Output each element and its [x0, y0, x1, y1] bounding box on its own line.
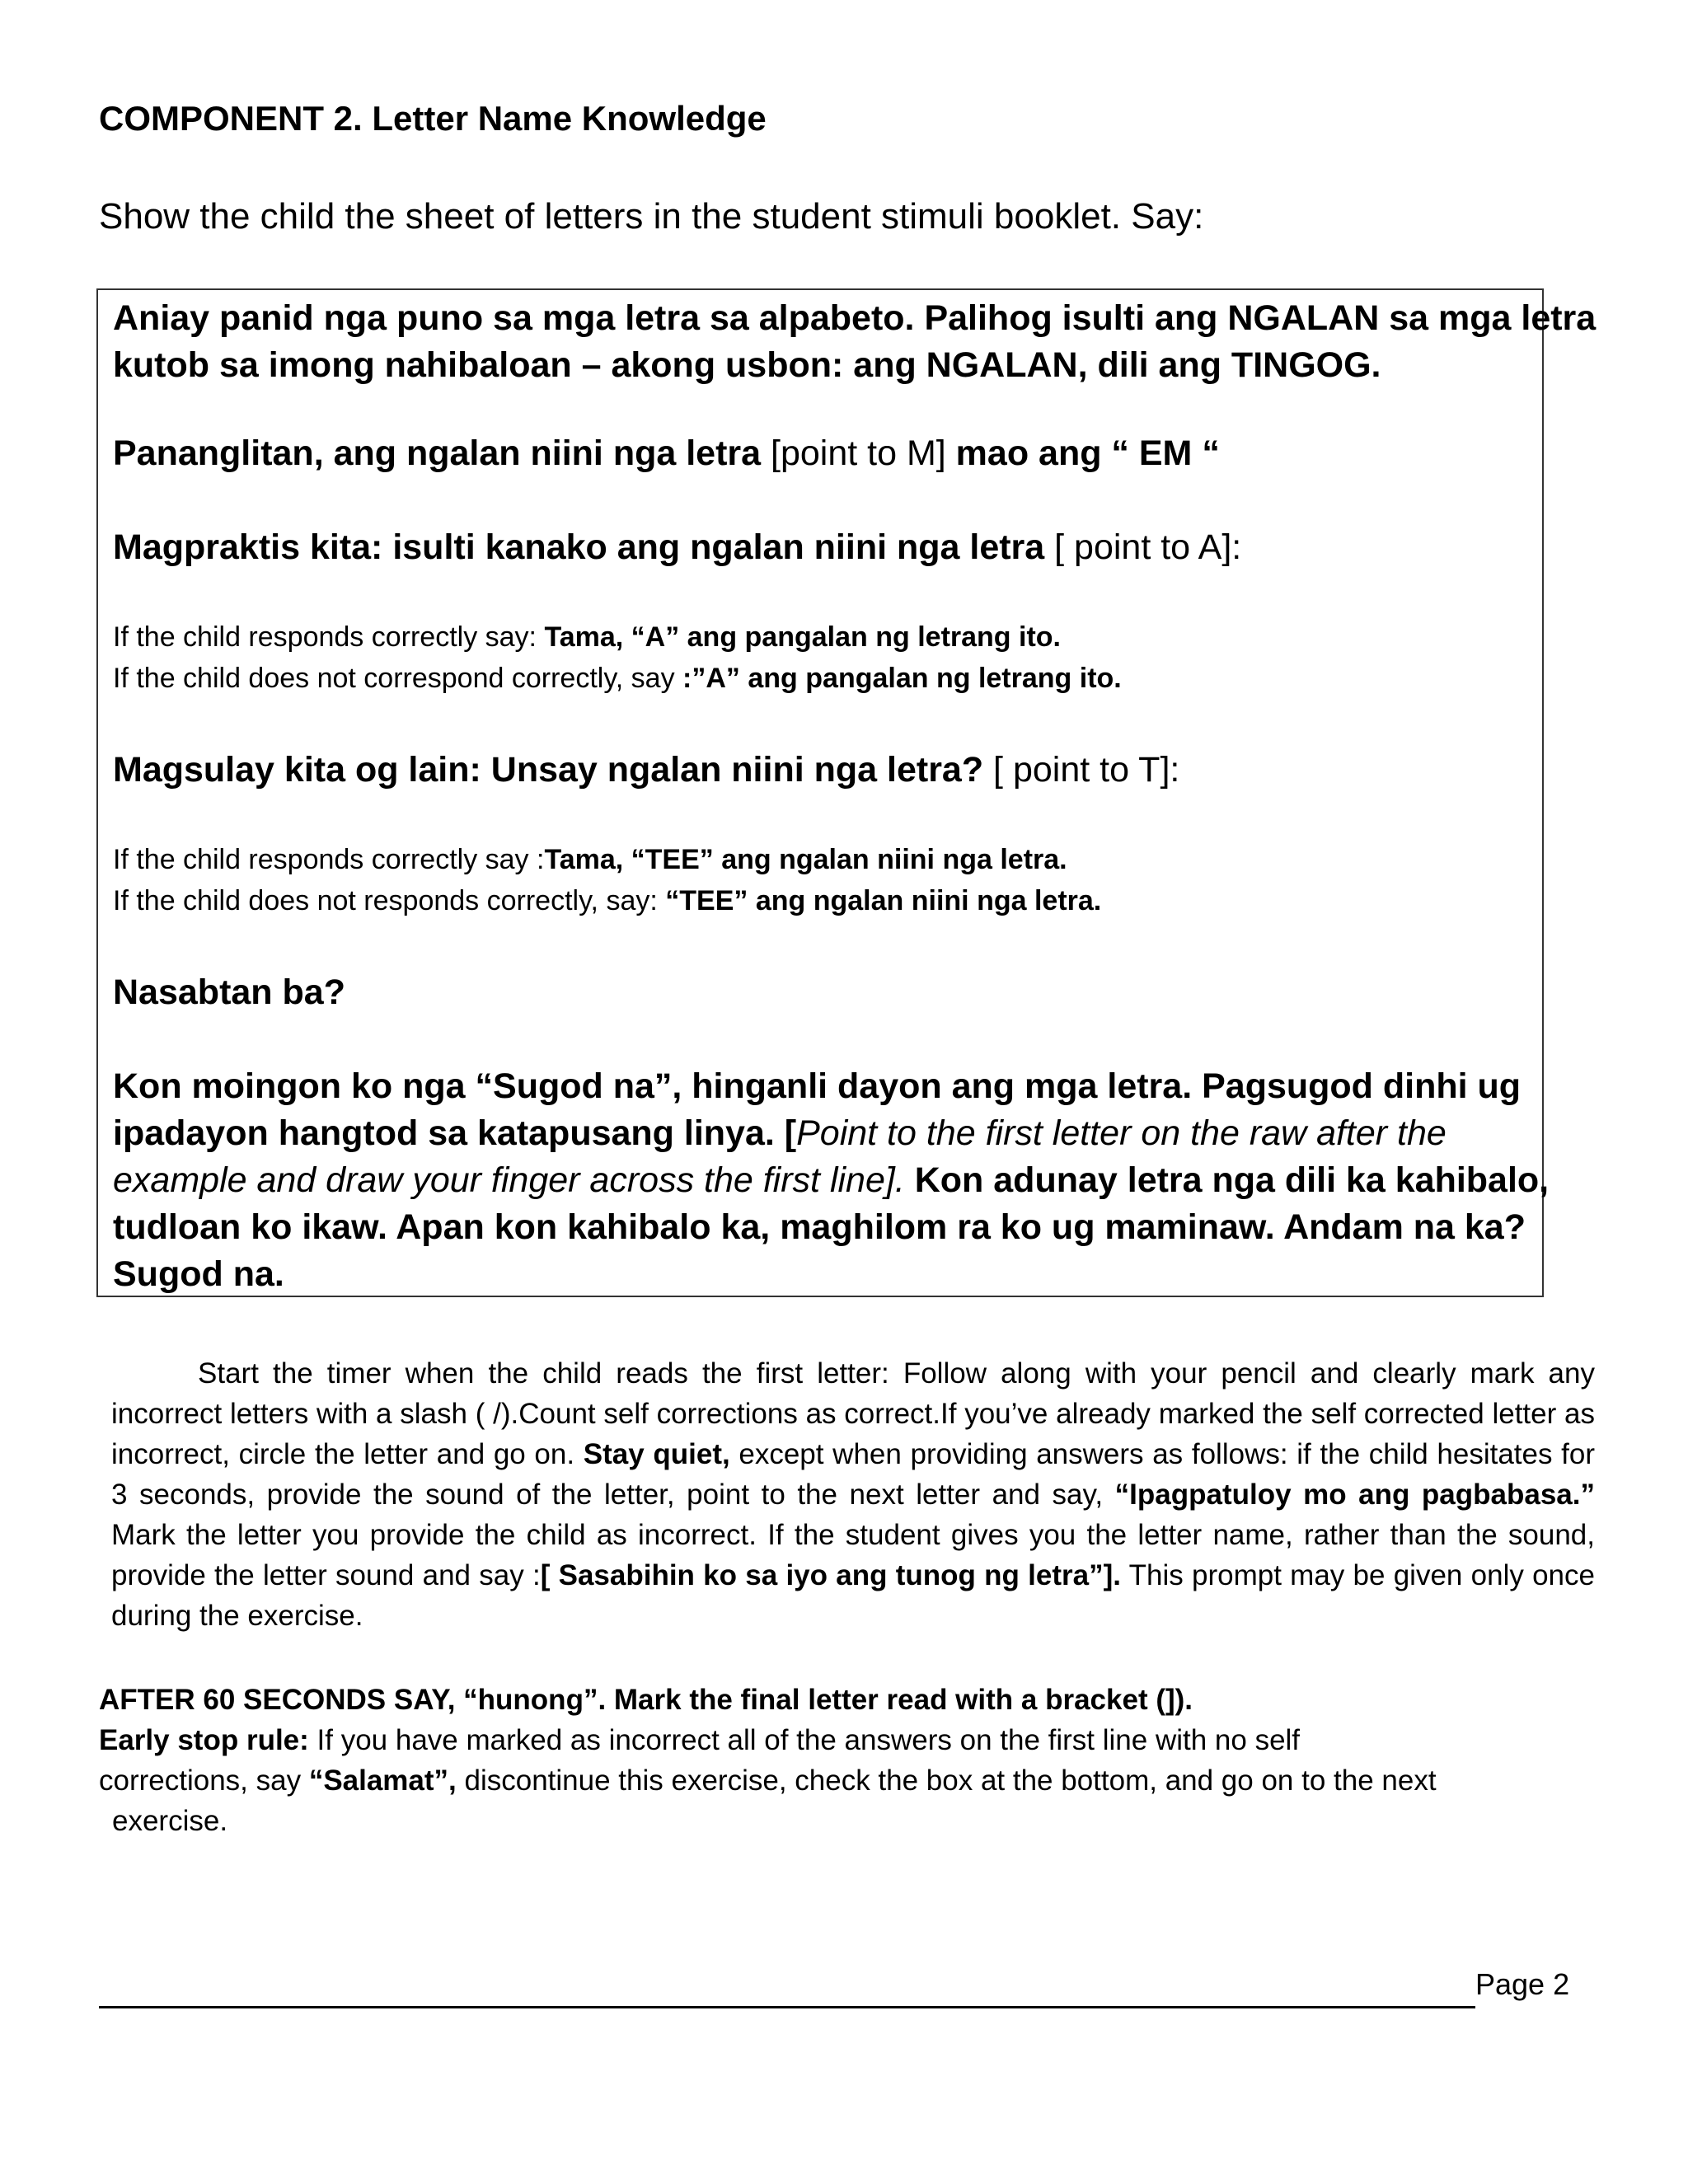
example-answer: mao ang “ EM “	[955, 434, 1220, 473]
practice-line	[113, 524, 1241, 571]
second-practice-bold: Magsulay kita og lain: Unsay ngalan niini nga letra?	[113, 750, 984, 790]
start-italic: example and draw your finger across the first line].	[113, 1160, 905, 1200]
script-line: kutob sa imong nahibaloan – akong usbon: ang NGALAN, dili ang TINGOG.	[113, 345, 1381, 385]
response-say: “TEE” ang ngalan niini nga letra.	[665, 885, 1102, 916]
early-stop-text: discontinue this exercise, check the box at the bottom, and go on to the next	[456, 1765, 1437, 1797]
start-line: Kon moingon ko nga “Sugod na”, hinganli dayon ang mga letra. Pagsugod dinhi ug	[113, 1066, 1522, 1106]
start-line: Sugod na.	[113, 1254, 284, 1294]
second-practice-line	[113, 747, 1179, 794]
early-stop-line	[99, 1760, 1596, 1801]
start-italic: Point to the first letter on the raw after the	[796, 1113, 1447, 1153]
practice-note: [ point to A]:	[1044, 527, 1242, 567]
start-line: tudloan ko ikaw. Apan kon kahibalo ka, maghilom ra ko ug maminaw. Andam na ka?	[113, 1207, 1526, 1247]
response-say: Tama, “A” ang pangalan ng letrang ito.	[544, 621, 1061, 653]
instruction-bold: [ Sasabihin ko sa iyo ang tunog ng letra”].	[540, 1559, 1121, 1591]
script-box	[96, 288, 1597, 1297]
response-text: If the child does not correspond correctly, say	[113, 663, 683, 694]
start-line	[113, 1157, 1549, 1204]
response-say: :”A” ang pangalan ng letrang ito.	[682, 663, 1122, 694]
instruction-bold: “Ipagpatuloy mo ang pagbabasa.”	[1114, 1479, 1595, 1511]
correct-response-a	[113, 616, 1061, 658]
example-note: [point to M]	[761, 434, 956, 473]
early-stop-line: exercise.	[112, 1805, 228, 1837]
instruction-bold: Stay quiet,	[583, 1438, 730, 1470]
page-number: Page 2	[1475, 1967, 1570, 2001]
response-say: Tama, “TEE” ang ngalan niini nga letra.	[544, 844, 1067, 875]
script-line: Aniay panid nga puno sa mga letra sa alpabeto. Palihog isulti ang NGALAN sa mga letra	[113, 298, 1597, 338]
page-title: COMPONENT 2. Letter Name Knowledge	[99, 99, 767, 138]
timer-instructions	[111, 1353, 1595, 1636]
early-stop-label: Early stop rule:	[99, 1724, 309, 1756]
incorrect-response-t	[113, 880, 1101, 921]
incorrect-response-a	[113, 658, 1122, 699]
instruction-text: This prompt may be given only once during the exercise.	[111, 1559, 1595, 1632]
practice-bold: Magpraktis kita: isulti kanako ang ngalan niini nga letra	[113, 527, 1045, 567]
start-line	[113, 1110, 1447, 1157]
footer-rule	[99, 2006, 1475, 2008]
example-bold: Pananglitan, ang ngalan niini nga letra	[113, 434, 762, 473]
correct-response-t	[113, 839, 1067, 880]
intro-instruction: Show the child the sheet of letters in the student stimuli booklet. Say:	[99, 196, 1204, 237]
early-stop-bold: “Salamat”,	[308, 1765, 457, 1797]
instruction-text: Start the timer when the child reads the first letter: Follow along with your pencil and clearly mark any incorrect letters with a slash ( /).Count self corrections as correct.If you’ve already marked the self corrected letter as incorrect, circle the letter and go on.	[111, 1357, 1595, 1470]
instruction-text: except when providing answers as follows: if the child hesitates for 3 seconds, provide the sound of the letter, point to the next letter and say,	[111, 1438, 1595, 1511]
instruction-text: Mark the letter you provide the child as incorrect. If the student gives you the letter name, rather than the sound, provide the letter sound and say :	[111, 1519, 1595, 1591]
second-practice-note: [ point to T]:	[983, 750, 1180, 790]
start-bold: Kon adunay letra nga dili ka kahibalo,	[904, 1160, 1550, 1200]
example-line	[113, 430, 1220, 477]
start-bold: ipadayon hangtod sa katapusang linya. [	[113, 1113, 797, 1153]
understood-question: Nasabtan ba?	[113, 972, 345, 1012]
after-60-seconds: AFTER 60 SECONDS SAY, “hunong”. Mark the final letter read with a bracket (]).	[99, 1684, 1193, 1716]
early-stop-rule	[99, 1720, 1596, 1841]
response-text: If the child responds correctly say:	[113, 621, 545, 653]
response-text: If the child responds correctly say :	[113, 844, 545, 875]
early-stop-line	[99, 1720, 1596, 1760]
response-text: If the child does not responds correctly, say:	[113, 885, 666, 916]
early-stop-text: corrections, say	[99, 1765, 309, 1797]
early-stop-text: If you have marked as incorrect all of the answers on the first line with no self	[308, 1724, 1301, 1756]
